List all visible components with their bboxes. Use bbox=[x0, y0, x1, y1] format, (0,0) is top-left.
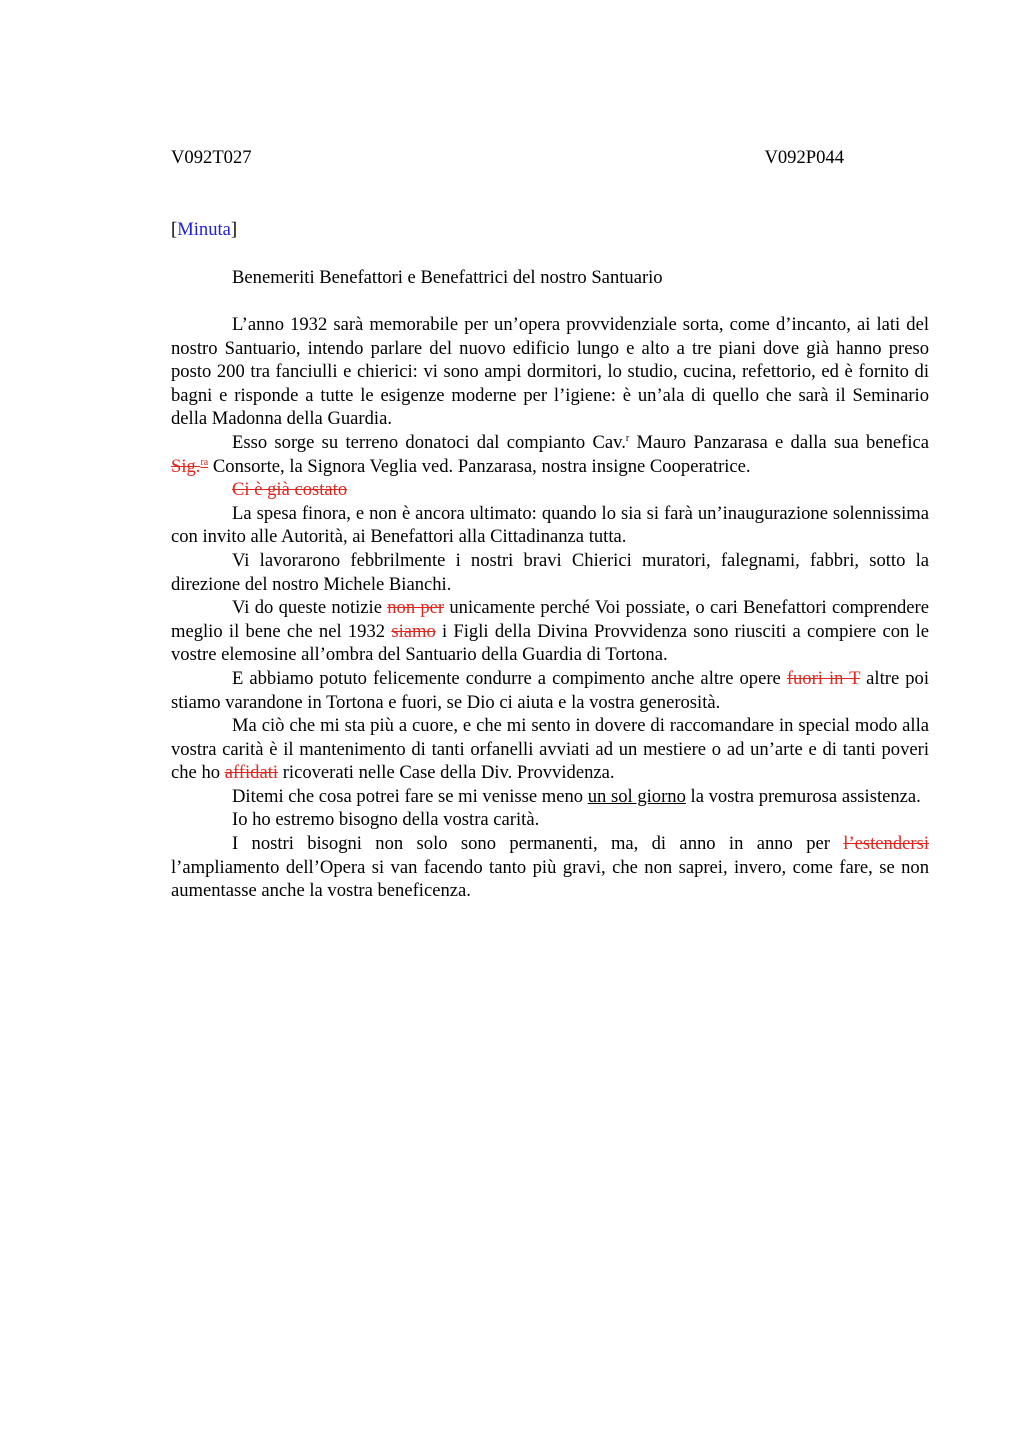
paragraph-4: La spesa finora, e non è ancora ultimato: quando lo sia si farà un’inaugurazione solennissima con invito alle Autorità, ai Benefattori alla Cittadinanza tutta. bbox=[171, 502, 929, 548]
paragraph-2-text-b: Mauro Panzarasa e dalla sua benefica bbox=[629, 431, 929, 453]
paragraph-6-text-b: unicamente perché Voi possiate, o cari Benefattori comprendere meglio il bene che nel 1932 bbox=[171, 597, 930, 642]
paragraph-6-text-c: i Figli della Divina Provvidenza sono riusciti a compiere con le vostre elemosine all’ombra del Santuario della Guardia di Tortona. bbox=[171, 620, 930, 666]
paragraph-8-text-a: Ma ciò che mi sta più a cuore, e che mi sento in dovere di raccomandare in special modo alla vostra carità è il mantenimento di tanti orfanelli avviati ad un mestiere o ad un’arte e di tanti poveri che ho bbox=[171, 715, 929, 784]
superscript-r: r bbox=[625, 432, 630, 444]
paragraph-2-text-c: Consorte, la Signora Veglia ved. Panzarasa, nostra insigne Cooperatrice. bbox=[208, 455, 751, 477]
paragraph-6-text-a: Vi do queste notizie bbox=[232, 597, 388, 619]
paragraph-1: L’anno 1932 sarà memorabile per un’opera provvidenziale sorta, come d’incanto, ai lati del nostro Santuario, intendo parlare del nuovo edificio lungo e alto a tre piani dove già hanno preso posto 200 tra fanciulli e chierici: vi sono ampi dormitori, lo studio, cucina, refettorio, ed è fornito di bagni e risponde a tutte le esigenze moderne per l’igiene: è un’ala di quello che sarà il Seminario della Madonna della Guardia. bbox=[171, 314, 929, 430]
minuta-label bbox=[171, 218, 237, 241]
deleted-text: affidati bbox=[224, 762, 279, 784]
deleted-text: Ci è già costato bbox=[232, 479, 348, 501]
paragraph-3 bbox=[171, 478, 929, 502]
paragraph-7-text-b: altre poi stiamo varandone in Tortona e fuori, se Dio ci aiuta e la vostra generosità. bbox=[171, 667, 929, 713]
paragraph-2-text-a: Esso sorge su terreno donatoci dal compianto Cav. bbox=[232, 431, 626, 453]
document-code-left: V092T027 bbox=[171, 147, 252, 168]
deleted-superscript-ra: ra bbox=[200, 456, 209, 468]
deleted-text: fuori in T bbox=[786, 667, 861, 689]
paragraph-9-text-a: Ditemi che cosa potrei fare se mi venisse meno bbox=[232, 785, 588, 807]
paragraph-7 bbox=[171, 667, 929, 714]
deleted-text bbox=[171, 456, 208, 477]
minuta-open-bracket: [ bbox=[171, 219, 178, 240]
paragraph-2 bbox=[171, 431, 929, 478]
paragraph-8 bbox=[171, 714, 929, 785]
minuta-close-bracket: ] bbox=[230, 219, 238, 240]
minuta-link[interactable]: Minuta bbox=[177, 219, 231, 240]
paragraph-5: Vi lavorarono febbrilmente i nostri bravi Chierici muratori, falegnami, fabbri, sotto la direzione del nostro Michele Bianchi. bbox=[171, 549, 929, 595]
deleted-text: l’estendersi bbox=[843, 833, 929, 855]
paragraph-11 bbox=[171, 832, 929, 903]
paragraph-9-text-b: la vostra premurosa assistenza. bbox=[685, 785, 921, 807]
document-code-right: V092P044 bbox=[764, 147, 844, 168]
paragraph-11-text-a: I nostri bisogni non solo sono permanenti, ma, di anno in anno per bbox=[232, 833, 844, 855]
paragraph-7-text-a: E abbiamo potuto felicemente condurre a compimento anche altre opere bbox=[232, 667, 787, 689]
underlined-text: un sol giorno bbox=[587, 785, 686, 807]
paragraph-8-text-b: ricoverati nelle Case della Div. Provvidenza. bbox=[278, 762, 615, 784]
deleted-text: siamo bbox=[391, 620, 436, 642]
paragraph-6 bbox=[171, 596, 929, 667]
paragraph-9 bbox=[171, 785, 929, 809]
paragraph-11-text-b: l’ampliamento dell’Opera si van facendo tanto più gravi, che non saprei, invero, come fare, se non aumentasse anche la vostra beneficenza. bbox=[171, 856, 929, 902]
letter-body bbox=[171, 313, 929, 903]
letter-title: Benemeriti Benefattori e Benefattrici del nostro Santuario bbox=[232, 267, 663, 288]
deleted-text: non per bbox=[387, 597, 445, 619]
paragraph-10: Io ho estremo bisogno della vostra carità. bbox=[232, 809, 540, 831]
deleted-sig: Sig. bbox=[171, 455, 201, 477]
